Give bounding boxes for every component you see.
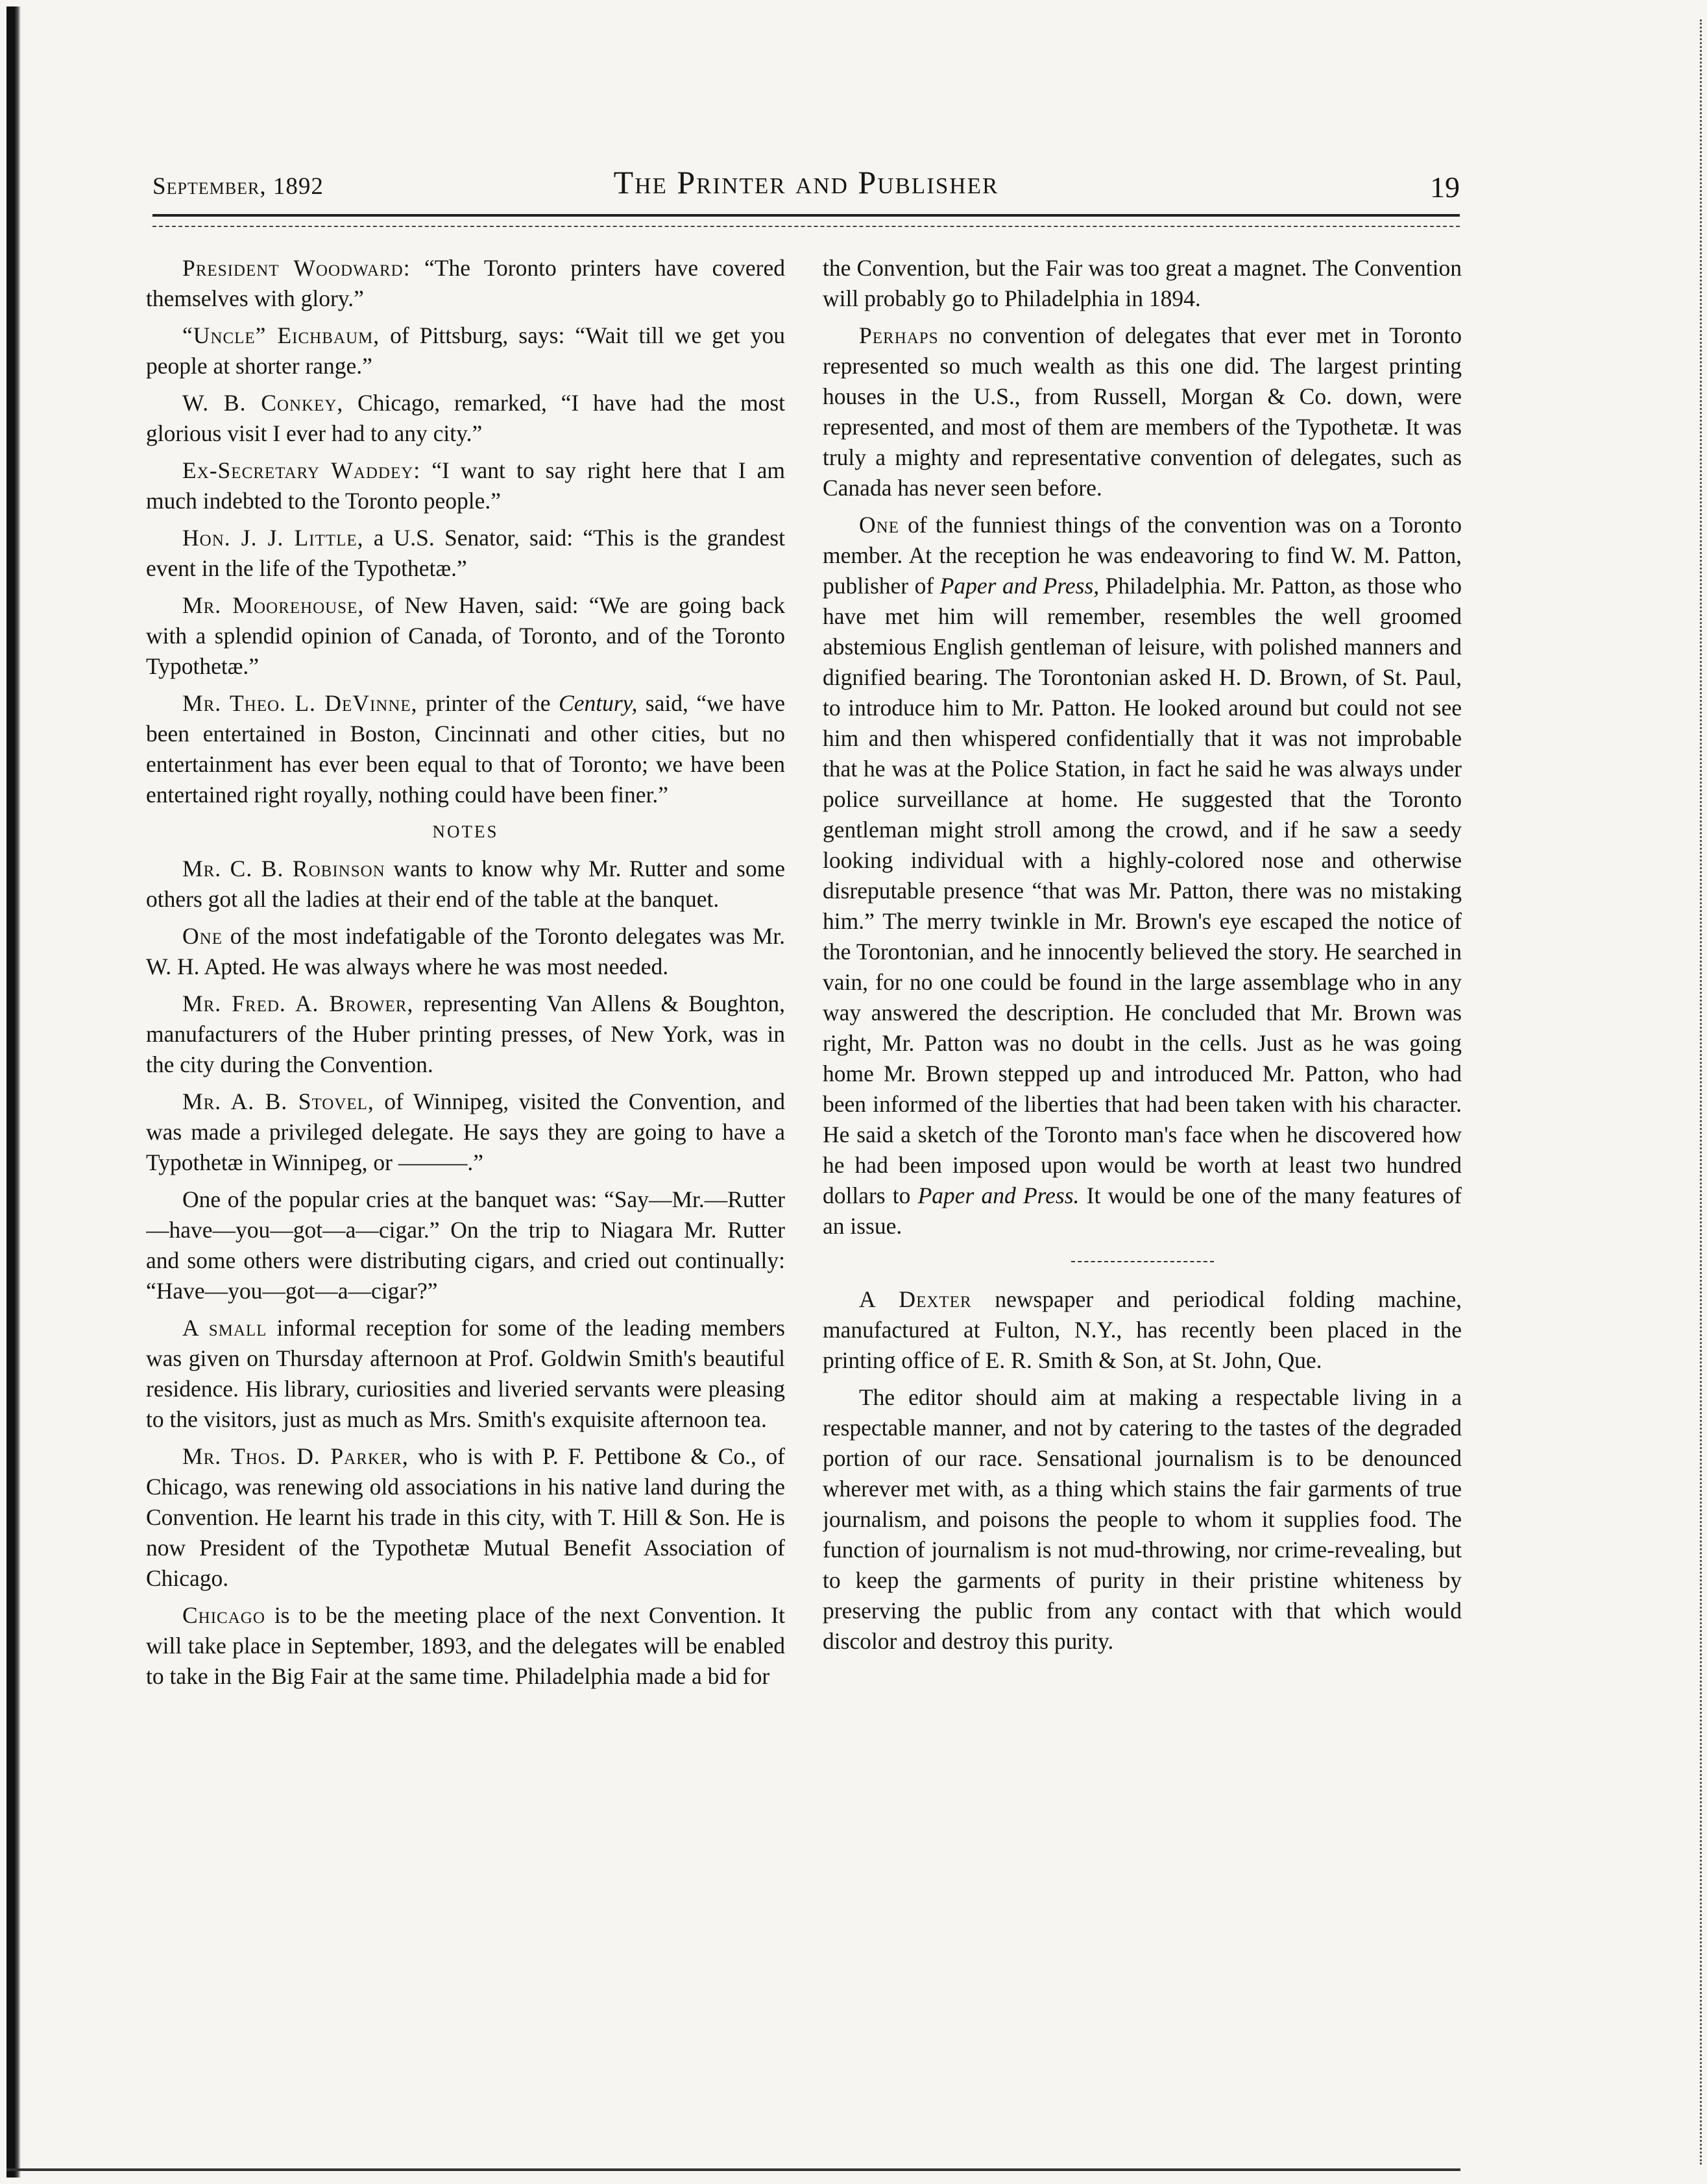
paragraph-text: Chicago, remarked, “I have had the most glorious visit I ever had to any city.”: [146, 390, 785, 446]
paragraph-text: said, “we have been entertained in Boston, Cincinnati and other cities, but no entertainment has ever been equal to that of Toronto; we have been entertained right royally, nothing could have been finer.”: [146, 690, 785, 808]
paragraph-text: wants to know why Mr. Rutter and some others got all the ladies at their end of the table at the banquet.: [146, 856, 785, 912]
right-column: [823, 253, 1462, 2069]
lead-in: Chicago: [182, 1602, 265, 1628]
paragraph: [146, 253, 785, 314]
lead-in: A Dexter: [859, 1286, 972, 1312]
paragraph-text: of Winnipeg, visited the Convention, and was made a privileged delegate. He says they are going to have a Typothetæ in Winnipeg, or ———.”: [146, 1088, 785, 1175]
paragraph: [146, 1086, 785, 1178]
paragraph-text: of the most indefatigable of the Toronto delegates was Mr. W. H. Apted. He was always where he was most needed.: [146, 923, 785, 979]
notes-heading: NOTES: [432, 822, 499, 841]
paragraph-text: newspaper and periodical folding machine, manufactured at Fulton, N.Y., has recently been placed in the printing office of E. R. Smith & Son, at St. John, Que.: [823, 1286, 1462, 1373]
paragraph-text: of New Haven, said: “We are going back with a splendid opinion of Canada, of Toronto, and of the Toronto Typothetæ.”: [146, 592, 785, 679]
paragraph-text: no convention of delegates that ever met in Toronto represented so much wealth as this one did. The largest printing houses in the U.S., from Russell, Morgan & Co. down, were represented, and most of them are members of the Typothetæ. It was truly a mighty and representative convention of delegates, such as Canada has never seen before.: [823, 322, 1462, 501]
publication-name: Paper and Press,: [939, 573, 1100, 599]
paragraph: [146, 455, 785, 516]
lead-in: “Uncle” Eichbaum,: [182, 322, 380, 348]
paragraph: [146, 854, 785, 915]
magazine-name: Century,: [559, 690, 638, 716]
scan-bottom-edge: [6, 2168, 1460, 2171]
paragraph: [146, 1313, 785, 1435]
lead-in: A small: [182, 1315, 267, 1341]
lead-in: Hon. J. J. Little,: [182, 525, 364, 551]
paragraph: [146, 1600, 785, 1692]
paragraph: [823, 510, 1462, 1242]
paragraph-text: informal reception for some of the leading members was given on Thursday afternoon at Prof. Goldwin Smith's beautiful residence. His library, curiosities and liveried servants were pleasing to the visitors, just as much as Mrs. Smith's exquisite afternoon tea.: [146, 1315, 785, 1432]
lead-in: One: [859, 512, 899, 538]
lead-in: Mr. Thos. D. Parker,: [182, 1443, 409, 1469]
paragraph: The editor should aim at making a respectable living in a respectable manner, and not by catering to the tastes of the degraded portion of our race. Sensational journalism is to be denounced wherever met with, as a thing which stains the fair garments of true journalism, and poisons the people to whom it supplies food. The function of journalism is not mud-throwing, nor crime-revealing, but to keep the garments of purity in their pristine whiteness by preserving the public from any contact with that which would discolor and destroy this purity.: [823, 1384, 1462, 1654]
paragraph-text: of the funniest things of the convention was on a Toronto member. At the reception he was endeavoring to find W. M. Patton, publisher of: [823, 512, 1462, 599]
paragraph-text: “I want to say right here that I am much indebted to the Toronto people.”: [146, 457, 785, 514]
left-column: [146, 253, 785, 2069]
paragraph: the Convention, but the Fair was too great a magnet. The Convention will probably go to Philadelphia in 1894.: [823, 255, 1462, 311]
paragraph: [146, 989, 785, 1080]
paragraph: One of the popular cries at the banquet was: “Say—Mr.—Rutter—have—you—got—a—cigar.” On the trip to Niagara Mr. Rutter and some others were distributing cigars, and cried out continually: “Have—you—got—a—cigar?”: [146, 1186, 785, 1304]
paragraph: [146, 921, 785, 982]
paragraph-text: of Pittsburg, says: “Wait till we get you people at shorter range.”: [146, 322, 785, 379]
lead-in: Ex-Secretary Waddey:: [182, 457, 421, 483]
paragraph: [146, 320, 785, 381]
section-divider: [1071, 1261, 1214, 1262]
scan-left-edge: [6, 6, 21, 2178]
scan-right-edge: [1697, 19, 1702, 2165]
header-rule: [152, 214, 1460, 217]
paragraph-text: a U.S. Senator, said: “This is the grandest event in the life of the Typothetæ.”: [146, 525, 785, 581]
issue-date: September, 1892: [152, 173, 324, 200]
paragraph: [146, 388, 785, 449]
lead-in: Perhaps: [859, 322, 939, 348]
paragraph-text: “The Toronto printers have covered themselves with glory.”: [146, 255, 785, 311]
header-rule-dashed: [152, 226, 1460, 227]
paragraph-text: It would be one of the many features of an issue.: [823, 1182, 1462, 1239]
paragraph: [146, 590, 785, 682]
lead-in: Mr. Theo. L. DeVinne,: [182, 690, 418, 716]
paragraph: [146, 523, 785, 584]
lead-in: President Woodward:: [182, 255, 411, 281]
paragraph: [823, 320, 1462, 503]
paragraph: [146, 688, 785, 810]
page-number: 19: [1430, 171, 1460, 204]
paragraph: [823, 1284, 1462, 1376]
paragraph-text: representing Van Allens & Boughton, manufacturers of the Huber printing presses, of New York, was in the city during the Convention.: [146, 990, 785, 1077]
lead-in: One: [182, 923, 223, 949]
lead-in: Mr. A. B. Stovel,: [182, 1088, 374, 1114]
paragraph: [146, 1441, 785, 1594]
lead-in: W. B. Conkey,: [182, 390, 344, 416]
lead-in: Mr. Moorehouse,: [182, 592, 365, 618]
paragraph-text: who is with P. F. Pettibone & Co., of Chicago, was renewing old associations in his native land during the Convention. He learnt his trade in this city, with T. Hill & Son. He is now President of the Typothetæ Mutual Benefit Association of Chicago.: [146, 1443, 785, 1591]
publication-name: Paper and Press.: [917, 1182, 1080, 1208]
paragraph-text: Philadelphia. Mr. Patton, as those who have met him will remember, resembles the well groomed abstemious English gentleman of leisure, with polished manners and dignified bearing. The Torontonian asked H. D. Brown, of St. Paul, to introduce him to Mr. Patton. He looked around but could not see him and then whispered confidentially that it was not improbable that he was at the Police Station, in fact he said he was always under police surveillance at home. He suggested that the Toronto gentleman might stroll among the crowd, and if he saw a seedy looking individual with a highly-colored nose and otherwise disreputable presence “that was Mr. Patton, there was no mistaking him.” The merry twinkle in Mr. Brown's eye escaped the notice of the Torontonian, and he innocently believed the story. He searched in vain, for no one could be found in the large assemblage who in any way answered the description. He concluded that Mr. Brown was right, Mr. Patton was no doubt in the cells. Just as he was going home Mr. Brown stepped up and introduced Mr. Patton, who had been informed of the liberties that had been taken with his character. He said a sketch of the Toronto man's face when he discovered how he had been imposed upon would be worth at least two hundred dollars to: [823, 573, 1462, 1208]
lead-in: Mr. Fred. A. Brower,: [182, 990, 414, 1016]
lead-in: Mr. C. B. Robinson: [182, 856, 385, 882]
paragraph-text: printer of the: [417, 690, 559, 716]
paragraph-text: is to be the meeting place of the next Convention. It will take place in September, 1893, and the delegates will be enabled to take in the Big Fair at the same time. Philadelphia made a bid for: [146, 1602, 785, 1689]
running-header: [152, 163, 1460, 209]
publication-title: The Printer and Publisher: [613, 164, 999, 200]
